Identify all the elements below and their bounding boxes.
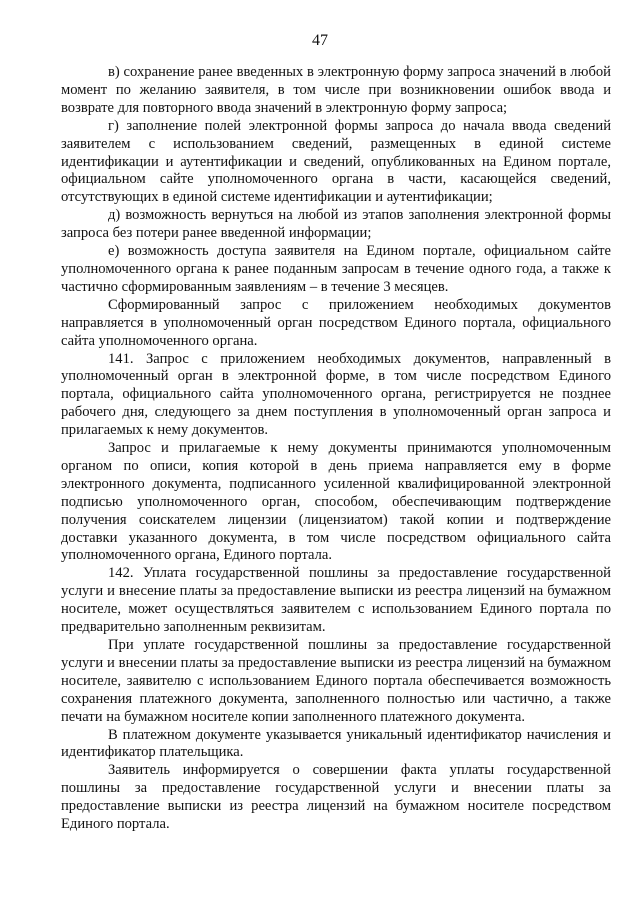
- paragraph-142-informed: Заявитель информируется о совершении факта уплаты государственной пошлины за предоставление государственной услуги и внесении платы за предоставление выписки из реестра лицензий на бумажном носителе посредством Единого портала.: [61, 762, 611, 833]
- paragraph-142: 142. Уплата государственной пошлины за предоставление государственной услуги и внесение платы за предоставление выписки из реестра лицензий на бумажном носителе, может осуществляться заявителем с использованием Единого портала по предварительно заполненным реквизитам.: [61, 565, 611, 636]
- paragraph-e: е) возможность доступа заявителя на Едином портале, официальном сайте уполномоченного органа к ранее поданным запросам в течение одного года, а также к частично сформированным заявлениям – в течение 3 месяцев.: [61, 243, 611, 295]
- page-number: 47: [312, 32, 328, 49]
- paragraph-142-identifier: В платежном документе указывается уникальный идентификатор начисления и идентификатор плательщика.: [61, 726, 611, 761]
- paragraph-d: д) возможность вернуться на любой из этапов заполнения электронной формы запроса без потери ранее введенной информации;: [61, 207, 611, 242]
- paragraph-141: 141. Запрос с приложением необходимых документов, направленный в уполномоченный орган в электронной форме, в том числе посредством Единого портала, официального сайта уполномоченного органа, регистрируется не позднее рабочего дня, следующего за днем поступления в уполномоченный орган запроса и прилагаемых к нему документов.: [61, 350, 611, 439]
- paragraph-141-documents: Запрос и прилагаемые к нему документы принимаются уполномоченным органом по описи, копия которой в день приема направляется ему в форме электронного документа, подписанного усиленной квалифицированной электронной подписью уполномоченного орган, способом, обеспечивающим подтверждение получения соискателем лицензии (лицензиатом) такой копии и подтверждение доставки указанного документа, в том числе посредством официального сайта уполномоченного органа, Единого портала.: [61, 440, 611, 564]
- document-body: [61, 64, 611, 834]
- paragraph-formed-request: Сформированный запрос с приложением необходимых документов направляется в уполномоченный орган посредством Единого портала, официального сайта уполномоченного органа.: [61, 296, 611, 349]
- paragraph-g: г) заполнение полей электронной формы запроса до начала ввода сведений заявителем с использованием сведений, размещенных в единой системе идентификации и аутентификации и сведений, опубликованных на Едином портале, официальном сайте уполномоченного органа в части, касающейся сведений, отсутствующих в единой системе идентификации и аутентификации;: [61, 117, 611, 206]
- paragraph-v: в) сохранение ранее введенных в электронную форму запроса значений в любой момент по желанию заявителя, в том числе при возникновении ошибок ввода и возврате для повторного ввода значений в электронную форму запроса;: [61, 64, 611, 116]
- paragraph-142-payment: При уплате государственной пошлины за предоставление государственной услуги и внесении платы за предоставление выписки из реестра лицензий на бумажном носителе, заявителю с использованием Единого портала обеспечивается возможность сохранения платежного документа, заполненного полностью или частично, а также печати на бумажном носителе копии заполненного платежного документа.: [61, 637, 611, 725]
